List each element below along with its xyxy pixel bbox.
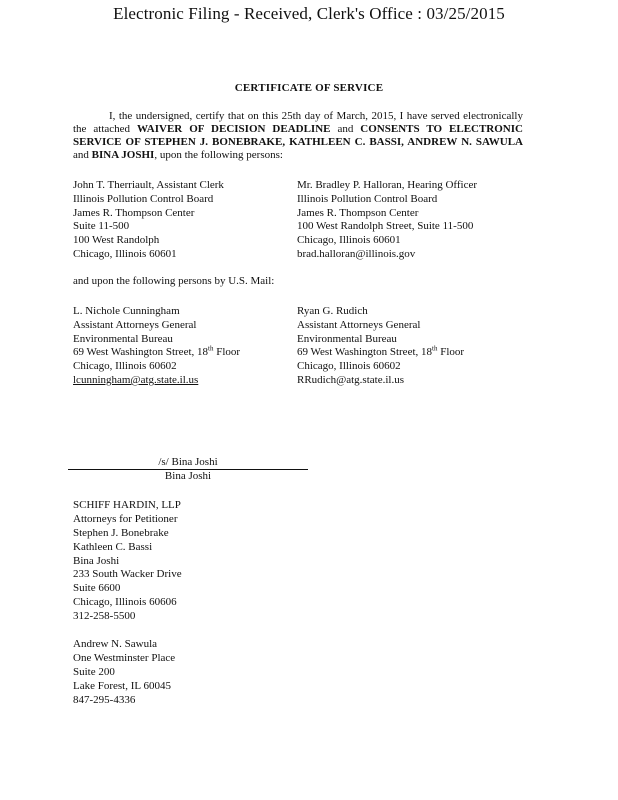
address-line: Illinois Pollution Control Board (297, 192, 438, 205)
recipient-email: RRudich@atg.state.il.us (297, 373, 404, 386)
recipient-name: Ryan G. Rudich (297, 305, 368, 317)
recipient-street (73, 346, 240, 360)
sawula-signature-block (73, 638, 175, 707)
firm-role: Attorneys for Petitioner (73, 512, 178, 525)
address-line: Chicago, Illinois 60601 (73, 247, 177, 260)
sawula-street: One Westminster Place (73, 651, 176, 664)
street-floor: Floor (213, 346, 241, 359)
recipient-name: L. Nichole Cunningham (73, 305, 180, 317)
recipient-title: Assistant Attorneys General (73, 318, 197, 331)
address-line: 100 West Randolph (73, 234, 160, 247)
recipient-street (297, 346, 464, 360)
sawula-phone: 847-295-4336 (73, 693, 136, 706)
recipient-bureau: Environmental Bureau (297, 332, 397, 345)
firm-phone: 312-258-5500 (73, 610, 136, 623)
attorney-name: Andrew N. Sawula (73, 638, 158, 650)
recipient-rudich-address (297, 305, 464, 388)
firm-suite: Suite 6600 (73, 582, 121, 595)
street-text: 69 West Washington Street, 18 (73, 346, 209, 359)
address-line: 100 West Randolph Street, Suite 11-500 (297, 220, 474, 233)
recipient-title: Assistant Attorneys General (297, 318, 421, 331)
address-line: brad.halloran@illinois.gov (297, 247, 416, 260)
document-name-consents: CONSENTS TO ELECTRONIC SERVICE OF STEPHEN J. BONEBRAKE, KATHLEEN C. BASSI, ANDREW N. SAWULA (73, 123, 523, 148)
recipient-city: Chicago, Illinois 60602 (73, 360, 177, 373)
recipient-bureau: Environmental Bureau (73, 332, 173, 345)
intro-paragraph (73, 110, 523, 162)
document-name-joshi: BINA JOSHI (91, 149, 155, 161)
intro-text-2: , upon the following persons: (154, 149, 283, 161)
attorney-name: Stephen J. Bonebrake (73, 526, 169, 539)
sawula-suite: Suite 200 (73, 665, 115, 678)
attorney-name: Bina Joshi (73, 554, 120, 567)
firm-name: SCHIFF HARDIN, LLP (73, 499, 181, 511)
firm-city: Chicago, Illinois 60606 (73, 596, 177, 609)
street-ordinal: th (208, 344, 214, 353)
address-line: John T. Therriault, Assistant Clerk (73, 179, 224, 191)
attorney-name: Kathleen C. Bassi (73, 540, 153, 553)
document-title: CERTIFICATE OF SERVICE (234, 82, 384, 94)
address-line: Illinois Pollution Control Board (73, 192, 214, 205)
intro-text-1: I, the undersigned, certify that on this 25th day of March, 2015, I have served electronically the attached (73, 110, 523, 135)
firm-street: 233 South Wacker Drive (73, 568, 182, 581)
electronic-signature: /s/ Bina Joshi (158, 456, 218, 468)
electronic-filing-header: Electronic Filing - Received, Clerk's Office : 03/25/2015 (113, 4, 505, 23)
signer-name: Bina Joshi (164, 470, 212, 482)
address-line: James R. Thompson Center (73, 206, 195, 219)
address-line: Chicago, Illinois 60601 (297, 234, 401, 247)
address-line: Mr. Bradley P. Halloran, Hearing Officer (297, 179, 478, 191)
address-line: Suite 11-500 (73, 220, 130, 233)
firm-signature-block (73, 499, 182, 624)
intro-and-2: and (73, 149, 92, 161)
intro-and-1: and (330, 123, 361, 135)
recipient-cunningham-address (73, 305, 240, 388)
recipient-clerk-address (73, 179, 224, 262)
document-name-waiver: WAIVER OF DECISION DEADLINE (137, 123, 331, 135)
mail-service-intro: and upon the following persons by U.S. Mail: (73, 275, 275, 287)
sawula-city: Lake Forest, IL 60045 (73, 679, 171, 692)
street-text: 69 West Washington Street, 18 (297, 346, 433, 359)
street-floor: Floor (437, 346, 465, 359)
recipient-hearing-officer-address (297, 179, 477, 262)
recipient-email-link[interactable]: lcunningham@atg.state.il.us (73, 373, 199, 386)
street-ordinal: th (432, 344, 438, 353)
recipient-city: Chicago, Illinois 60602 (297, 360, 401, 373)
address-line: James R. Thompson Center (297, 206, 419, 219)
